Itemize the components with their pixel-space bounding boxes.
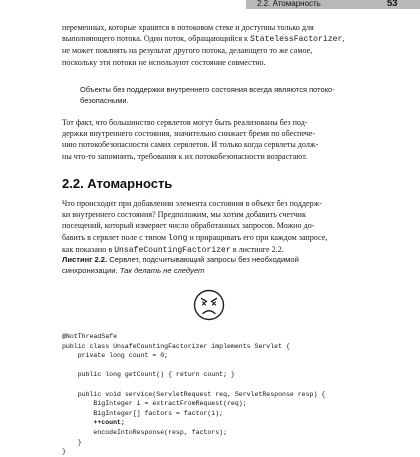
code-line: public long getCount() { return count; } [62,371,235,379]
frowning-face-icon [193,289,225,321]
code-line: encodeIntoResponse(resp, factors); [62,428,228,436]
paragraph-text: в листинге 2.2. [232,244,284,254]
listing-caption-line [62,266,362,277]
paragraph-text: выполняющего потока. Один поток, обращающийся к [62,34,248,44]
paragraph-text: бавить в сервлет поле с типом [62,232,166,242]
code-line: } [62,438,82,446]
code-line: ++count; [62,419,125,427]
code-line [62,361,362,371]
page-number: 53 [387,0,398,9]
paragraph-line: посещений, который измеряет число обработанных запросов. Можно до- [62,221,315,231]
paragraph-line [62,232,362,244]
note-line: Объекты без поддержки внутреннего состояния всегда являются потоко- [80,85,335,94]
code-line: private long count = 0; [62,352,169,360]
paragraph-line: ны что-то запомнить, требования к их потокобезопасности возрастают. [62,151,308,161]
code-line: } [62,448,66,456]
listing-warning: Так делать не следует [119,265,205,275]
inline-code: StatelessFactorizer [250,35,343,45]
listing-label: Листинг 2.2. [62,255,108,264]
paragraph-line: ки внутреннего состояния? Предположим, мы хотим добавить счетчик [62,210,306,220]
running-header-title: 2.2. Атомарность [257,0,321,8]
paragraph-atomicity-intro [62,198,362,256]
paragraph-line: держки внутреннего состояния, значительно снижает бремя по обеспече- [62,129,316,139]
inline-code: long [168,233,188,243]
listing-caption-text: синхронизации. [62,265,118,275]
note-callout [80,85,362,106]
paragraph-line: Тот факт, что большинство сервлетов могут быть реализованы без под- [62,118,308,127]
paragraph-stateless-threads [62,22,362,68]
listing-caption-text: Сервлет, подсчитывающий запросы без необходимой [109,255,299,264]
listing-caption-line [62,255,362,266]
note-line: безопасными. [80,95,129,105]
paragraph-text: , [342,34,345,44]
paragraph-line: не может повлиять на результат другого потока, делающего то же самое, [62,46,313,56]
paragraph-line: переменных, которые хранятся в потоковом стеке и доступны только для [62,23,314,32]
paragraph-text: и приращивать его при каждом запросе, [189,232,328,242]
paragraph-text: как показано в [62,244,113,254]
code-line: @NotThreadSafe [62,333,118,340]
listing-caption [62,255,362,276]
paragraph-line: нию потокобезопасности самих сервлетов. И только когда сервлеты долж- [62,140,319,150]
paragraph-line: поскольку эти потоки не используют состояние совместно. [62,57,266,67]
code-line: BigInteger[] factors = factor(i); [62,409,224,417]
code-line: public class UnsafeCountingFactorizer implements Servlet { [62,342,290,350]
code-line: public void service(ServletRequest req, ServletResponse resp) { [62,390,326,398]
code-line: BigInteger i = extractFromRequest(req); [62,400,247,408]
section-heading: 2.2. Атомарность [62,176,173,191]
paragraph-line [62,33,362,45]
code-listing [62,332,362,457]
paragraph-servlets-state [62,117,362,162]
inline-code: UnsafeCountingFactorizer [114,245,231,255]
paragraph-line: Что происходит при добавлении элемента состояния в объект без поддерж- [62,199,322,208]
code-line [62,380,362,390]
